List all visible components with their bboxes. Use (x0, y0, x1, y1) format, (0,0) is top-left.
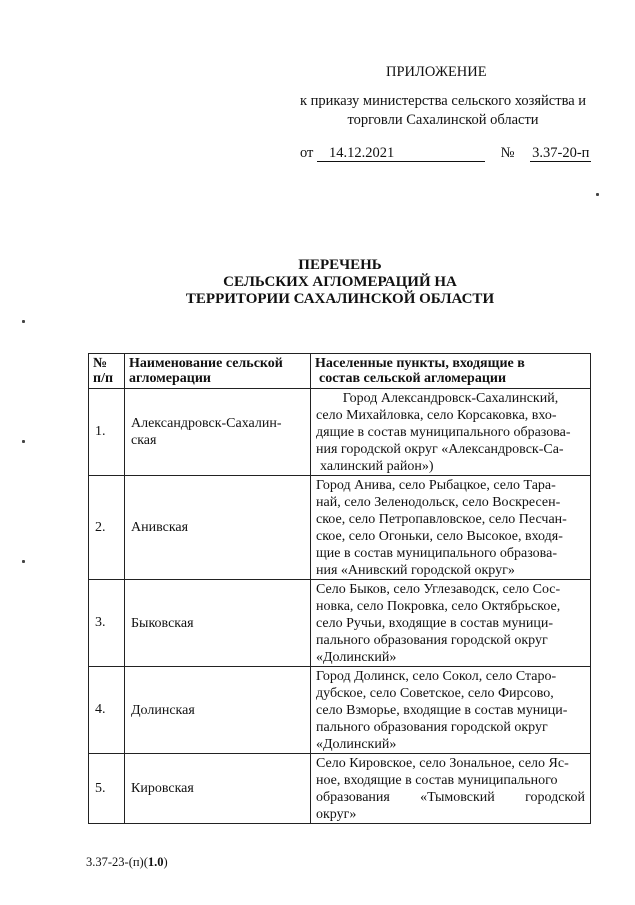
places-line: дящие в состав муниципального образова- (316, 425, 571, 440)
row-number: 2. (89, 476, 125, 580)
agglomeration-name (125, 389, 311, 476)
code-version: 1.0 (147, 855, 164, 869)
places-line: «Долинский» (316, 650, 397, 665)
scan-speck (22, 560, 25, 563)
order-reference (283, 92, 603, 130)
places-line: дубское, село Советское, село Фирсово, (316, 686, 554, 701)
settlements-list (311, 389, 591, 476)
places-line: Село Кировское, село Зональное, село Яс- (316, 756, 569, 771)
row-number: 3. (89, 580, 125, 667)
settlements-list (311, 476, 591, 580)
header-name-line-2: агломерации (129, 371, 211, 386)
table-row (89, 754, 591, 824)
places-line: ния городской округ «Александровск-Са- (316, 442, 564, 457)
order-line-1: к приказу министерства сельского хозяйства и (299, 93, 587, 109)
places-line: новка, село Покровка, село Октябрьское, (316, 599, 561, 614)
places-line: ния «Анивский городской округ» (316, 563, 515, 578)
scan-speck (596, 193, 599, 196)
header-places (311, 354, 591, 389)
places-line: округ» (316, 807, 357, 822)
name-line: Быковская (131, 615, 194, 631)
document-code (86, 855, 168, 870)
agglomeration-name (125, 580, 311, 667)
agglomerations-table (88, 353, 591, 824)
places-line: село Ручьи, входящие в состав муници- (316, 616, 554, 631)
places-line: халинский район») (320, 459, 434, 474)
header-number-line-1: № (93, 356, 108, 371)
name-line: ская (131, 433, 157, 448)
code-suffix: ) (163, 855, 168, 869)
agglomeration-name (125, 667, 311, 754)
date-prefix: от (300, 145, 314, 161)
name-line: Александровск-Сахалин- (131, 416, 282, 431)
places-line: село Взморье, входящие в состав муници- (316, 703, 568, 718)
places-line: ское, село Петропавловское, село Песчан- (316, 512, 567, 527)
appendix-title: ПРИЛОЖЕНИЕ (386, 64, 487, 80)
document-heading (150, 257, 530, 308)
row-number: 4. (89, 667, 125, 754)
order-date-line (300, 145, 591, 162)
places-line: образования «Тымовский городской (316, 790, 585, 805)
heading-line-1: ПЕРЕЧЕНЬ (298, 257, 382, 273)
places-line: Город Александровск-Сахалинский, (342, 391, 559, 406)
places-line: Село Быков, село Углезаводск, село Сос- (316, 582, 561, 597)
header-places-line-1: Населенные пункты, входящие в (315, 356, 525, 371)
table-header-row (89, 354, 591, 389)
row-number: 1. (89, 389, 125, 476)
name-line: Долинская (131, 702, 195, 718)
heading-line-2: СЕЛЬСКИХ АГЛОМЕРАЦИЙ НА (223, 274, 457, 290)
places-line: «Долинский» (316, 737, 397, 752)
places-line: пального образования городской округ (316, 720, 548, 735)
heading-line-3: ТЕРРИТОРИИ САХАЛИНСКОЙ ОБЛАСТИ (185, 291, 495, 307)
number-label: № (500, 145, 515, 161)
header-number (89, 354, 125, 389)
places-line: Город Долинск, село Сокол, село Старо- (316, 669, 557, 684)
header-number-line-2: п/п (93, 371, 114, 386)
places-line: село Михайловка, село Корсаковка, вхо- (316, 408, 557, 423)
order-date: 14.12.2021 (317, 145, 485, 162)
table-row (89, 667, 591, 754)
places-line: ное, входящие в состав муниципального (316, 773, 558, 788)
code-prefix: 3.37-23-(п)( (86, 855, 148, 869)
places-line: Город Анива, село Рыбацкое, село Тара- (316, 478, 556, 493)
places-line: ское, село Огоньки, село Высокое, входя- (316, 529, 563, 544)
agglomeration-name (125, 476, 311, 580)
header-name-line-1: Наименование сельской (129, 356, 283, 371)
settlements-list (311, 580, 591, 667)
order-line-2: торговли Сахалинской области (347, 112, 539, 128)
scan-speck (22, 320, 25, 323)
table-row (89, 476, 591, 580)
order-number: 3.37-20-п (532, 145, 590, 161)
row-number: 5. (89, 754, 125, 824)
header-name (125, 354, 311, 389)
name-line: Анивская (131, 520, 189, 535)
header-places-line-2: состав сельской агломерации (319, 371, 507, 386)
places-line: най, село Зеленодольск, село Воскресен- (316, 495, 561, 510)
table-row (89, 389, 591, 476)
settlements-list (311, 754, 591, 824)
places-line: пального образования городской округ (316, 633, 548, 648)
places-line: щие в состав муниципального образова- (316, 546, 557, 561)
table-row (89, 580, 591, 667)
agglomeration-name (125, 754, 311, 824)
settlements-list (311, 667, 591, 754)
name-line: Кировская (131, 781, 194, 796)
scan-speck (22, 440, 25, 443)
